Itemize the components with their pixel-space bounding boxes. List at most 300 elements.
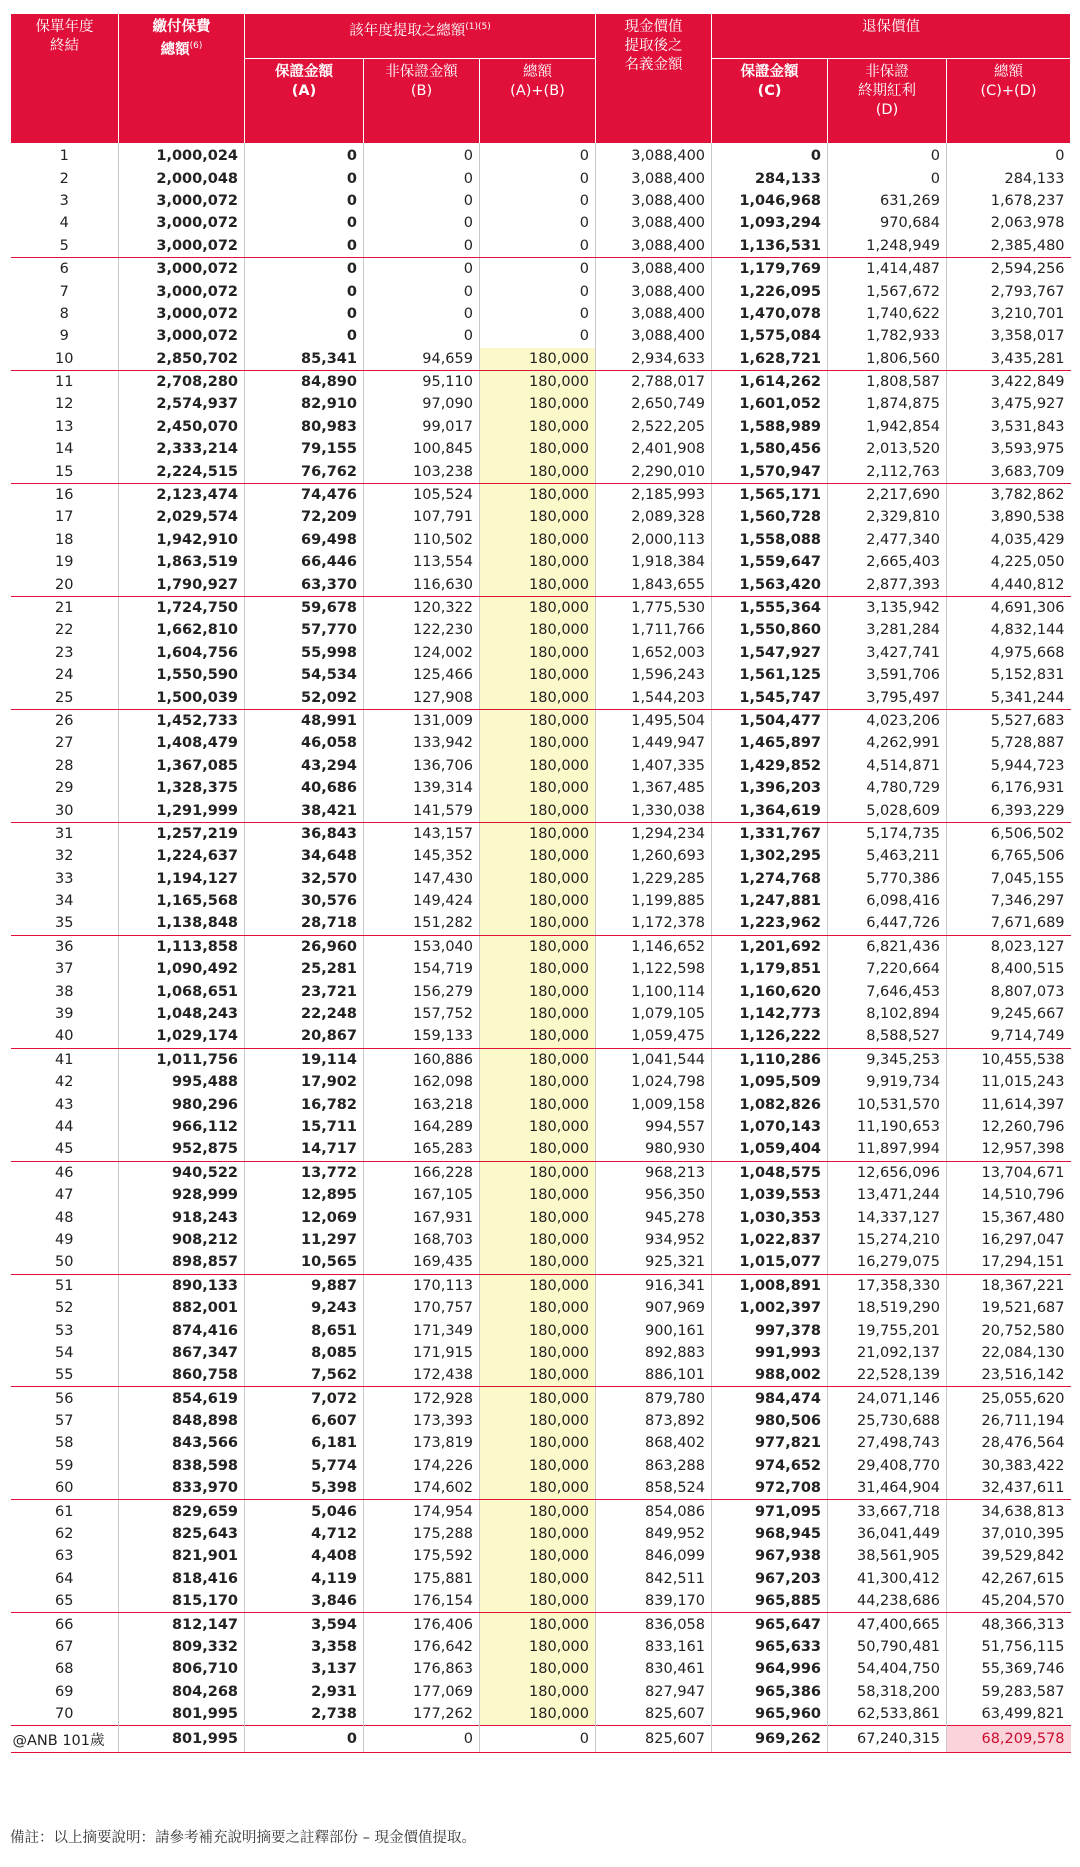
table-cell: 4,023,206 [828, 709, 947, 732]
table-cell: 16,782 [245, 1093, 364, 1115]
table-cell: 3,591,706 [828, 664, 947, 686]
table-cell: 84,890 [245, 370, 364, 393]
table-cell: 1,408,479 [119, 732, 245, 754]
table-cell: 46 [55, 1164, 74, 1181]
table-cell: 3,281,284 [828, 619, 947, 641]
table-cell: 174,226 [364, 1455, 480, 1477]
table-cell: 3,846 [245, 1590, 364, 1613]
table-cell: 2,788,017 [596, 370, 712, 393]
table-cell: 1,294,234 [596, 822, 712, 845]
table-cell: 14,717 [245, 1138, 364, 1161]
table-cell: 36,843 [245, 822, 364, 845]
table-row [11, 348, 1071, 371]
table-row [11, 483, 1071, 506]
table-cell: 19 [55, 554, 74, 571]
table-cell: 0 [245, 235, 364, 258]
table-row [11, 167, 1071, 189]
table-cell: 76,762 [245, 460, 364, 483]
table-cell: 1,560,728 [712, 506, 828, 528]
table-cell: 1,555,364 [712, 596, 828, 619]
table-cell: 968,945 [712, 1523, 828, 1545]
table-cell: 19,521,687 [947, 1297, 1071, 1319]
table-cell: 45,204,570 [947, 1590, 1071, 1613]
table-cell: 966,112 [119, 1116, 245, 1138]
table-cell: 180,000 [480, 1116, 596, 1138]
table-cell: 988,002 [712, 1364, 828, 1387]
table-cell: 47,400,665 [828, 1613, 947, 1636]
table-cell: 882,001 [119, 1297, 245, 1319]
table-cell: 66,446 [245, 551, 364, 573]
table-row [11, 1297, 1071, 1319]
table-cell: 1,302,295 [712, 845, 828, 867]
table-cell: 0 [364, 235, 480, 258]
table-cell: 1,059,404 [712, 1138, 828, 1161]
table-cell: 180,000 [480, 1477, 596, 1500]
table-row [11, 460, 1071, 483]
table-cell: 980,930 [596, 1138, 712, 1161]
table-cell: 2,650,749 [596, 393, 712, 415]
table-cell: 25,055,620 [947, 1387, 1071, 1410]
table-cell: 0 [712, 143, 828, 167]
table-cell: 95,110 [364, 370, 480, 393]
table-cell: 2,574,937 [119, 393, 245, 415]
table-cell: 173,393 [364, 1410, 480, 1432]
table-cell: 977,821 [712, 1432, 828, 1454]
table-cell: 854,086 [596, 1500, 712, 1523]
table-cell: 867,347 [119, 1342, 245, 1364]
table-cell: 25,730,688 [828, 1410, 947, 1432]
table-cell: 180,000 [480, 1025, 596, 1048]
header-guaranteed-c: 保證金額 (C) [712, 59, 828, 144]
table-cell: 1,580,456 [712, 438, 828, 460]
table-cell: 23,721 [245, 980, 364, 1002]
table-cell: 0 [364, 143, 480, 167]
table-row [11, 664, 1071, 686]
table-row [11, 1613, 1071, 1636]
table-cell: 29 [55, 780, 74, 797]
table-cell: 809,332 [119, 1636, 245, 1658]
table-cell: 169,435 [364, 1251, 480, 1274]
table-cell: 11,614,397 [947, 1093, 1071, 1115]
table-row [11, 868, 1071, 890]
table-row [11, 1568, 1071, 1590]
illustration-table-container [10, 14, 1070, 1753]
table-cell: 41 [55, 1051, 74, 1068]
table-cell: 4 [59, 215, 69, 232]
table-cell: 12,260,796 [947, 1116, 1071, 1138]
table-cell: 804,268 [119, 1681, 245, 1703]
table-cell: 1,465,897 [712, 732, 828, 754]
table-row [11, 686, 1071, 709]
table-cell: 180,000 [480, 912, 596, 935]
table-cell: 4,691,306 [947, 596, 1071, 619]
table-cell: 964,996 [712, 1658, 828, 1680]
table-cell: 7,346,297 [947, 890, 1071, 912]
table-cell: 1,046,968 [712, 190, 828, 212]
table-cell: 64 [55, 1570, 74, 1587]
table-cell: 1,596,243 [596, 664, 712, 686]
table-cell: 980,506 [712, 1410, 828, 1432]
table-body [11, 143, 1071, 1753]
table-cell: 5,152,831 [947, 664, 1071, 686]
table-cell: 4,262,991 [828, 732, 947, 754]
table-cell: 40,686 [245, 777, 364, 799]
table-cell: 175,881 [364, 1568, 480, 1590]
table-cell: 51,756,115 [947, 1636, 1071, 1658]
table-cell: 19,755,201 [828, 1319, 947, 1341]
table-cell: 8,651 [245, 1319, 364, 1341]
table-cell: 14,510,796 [947, 1184, 1071, 1206]
table-cell: 3,088,400 [596, 257, 712, 280]
table-cell: 6,176,931 [947, 777, 1071, 799]
table-cell: 1,093,294 [712, 212, 828, 234]
table-cell: 4,035,429 [947, 529, 1071, 551]
table-cell: 107,791 [364, 506, 480, 528]
table-cell: 980,296 [119, 1093, 245, 1115]
table-cell: 4,514,871 [828, 755, 947, 777]
table-row [11, 596, 1071, 619]
table-cell: 14 [55, 441, 74, 458]
table-cell: 116,630 [364, 573, 480, 596]
table-cell: 21 [55, 600, 74, 616]
table-cell: 180,000 [480, 348, 596, 371]
table-cell: 1,000,024 [119, 143, 245, 167]
table-cell: 82,910 [245, 393, 364, 415]
table-cell: 180,000 [480, 1613, 596, 1636]
table-cell: 3,683,709 [947, 460, 1071, 483]
table-cell: 31 [55, 825, 74, 842]
table-cell: 14,337,127 [828, 1206, 947, 1228]
table-cell: 1,561,125 [712, 664, 828, 686]
table-row [11, 935, 1071, 958]
table-cell: 1,274,768 [712, 868, 828, 890]
table-cell: 94,659 [364, 348, 480, 371]
table-cell: 12,895 [245, 1184, 364, 1206]
policy-illustration-table [10, 14, 1071, 1753]
table-cell: 3,088,400 [596, 143, 712, 167]
table-row [11, 1455, 1071, 1477]
table-cell: 1,601,052 [712, 393, 828, 415]
table-cell: 3,088,400 [596, 167, 712, 189]
table-cell: 12,069 [245, 1206, 364, 1228]
table-cell: 1,248,949 [828, 235, 947, 258]
table-cell: 898,857 [119, 1251, 245, 1274]
table-cell: 2,000,048 [119, 167, 245, 189]
table-cell: 1,142,773 [712, 1003, 828, 1025]
table-cell: 2,329,810 [828, 506, 947, 528]
table-cell: 52 [55, 1300, 74, 1317]
table-row [11, 303, 1071, 325]
table-cell: 162,098 [364, 1071, 480, 1093]
table-cell: 168,703 [364, 1229, 480, 1251]
table-row [11, 235, 1071, 258]
table-cell: 180,000 [480, 1342, 596, 1364]
table-cell: 1,614,262 [712, 370, 828, 393]
table-cell: 916,341 [596, 1274, 712, 1297]
table-row [11, 325, 1071, 347]
table-cell: 20,867 [245, 1025, 364, 1048]
table-cell: 2,793,767 [947, 280, 1071, 302]
table-cell: 26 [55, 712, 74, 729]
table-cell: 160,886 [364, 1048, 480, 1071]
table-cell: 945,278 [596, 1206, 712, 1228]
table-cell: 934,952 [596, 1229, 712, 1251]
table-cell: 827,947 [596, 1681, 712, 1703]
table-cell: 995,488 [119, 1071, 245, 1093]
table-cell: 171,915 [364, 1342, 480, 1364]
table-cell: 0 [480, 212, 596, 234]
table-cell: 6,506,502 [947, 822, 1071, 845]
table-cell: 172,438 [364, 1364, 480, 1387]
table-cell: 873,892 [596, 1410, 712, 1432]
table-cell: 2,029,574 [119, 506, 245, 528]
table-cell: 55 [11, 1364, 119, 1387]
table-cell: 1,100,114 [596, 980, 712, 1002]
table-cell: 2,013,520 [828, 438, 947, 460]
table-cell: 2,290,010 [596, 460, 712, 483]
table-cell: 1,247,881 [712, 890, 828, 912]
table-cell: 63,499,821 [947, 1703, 1071, 1726]
table-cell: 0 [480, 190, 596, 212]
table-cell: 26,960 [245, 935, 364, 958]
table-cell: 1,059,475 [596, 1025, 712, 1048]
table-cell: 1,414,487 [828, 257, 947, 280]
table-cell: 7,220,664 [828, 958, 947, 980]
table-cell: 1,024,798 [596, 1071, 712, 1093]
table-cell: 863,288 [596, 1455, 712, 1477]
table-cell: 38,421 [245, 799, 364, 822]
table-cell: 6,821,436 [828, 935, 947, 958]
table-cell: 994,557 [596, 1116, 712, 1138]
table-cell: 1,048,243 [119, 1003, 245, 1025]
table-row [11, 777, 1071, 799]
table-cell: 13,471,244 [828, 1184, 947, 1206]
table-row [11, 1432, 1071, 1454]
table-cell: 180,000 [480, 980, 596, 1002]
table-cell: 1,224,637 [119, 845, 245, 867]
table-cell: 35 [11, 912, 119, 935]
table-cell: 1,711,766 [596, 619, 712, 641]
table-cell: 180,000 [480, 1658, 596, 1680]
table-cell: 32,570 [245, 868, 364, 890]
table-cell: 1,126,222 [712, 1025, 828, 1048]
table-cell: 180,000 [480, 1003, 596, 1025]
table-cell: 1,775,530 [596, 596, 712, 619]
table-cell: 174,602 [364, 1477, 480, 1500]
table-row [11, 1003, 1071, 1025]
table-cell: 3,000,072 [119, 190, 245, 212]
table-cell: 860,758 [119, 1364, 245, 1387]
table-cell: 180,000 [480, 1206, 596, 1228]
table-cell: 1,223,962 [712, 912, 828, 935]
table-cell: 105,524 [364, 483, 480, 506]
table-cell: 868,402 [596, 1432, 712, 1454]
table-cell: 127,908 [364, 686, 480, 709]
table-cell: 3,427,741 [828, 642, 947, 664]
table-cell: 4,119 [245, 1568, 364, 1590]
table-cell: 57,770 [245, 619, 364, 641]
table-cell: 3,088,400 [596, 212, 712, 234]
table-cell: 180,000 [480, 573, 596, 596]
table-cell: 4,408 [245, 1545, 364, 1567]
table-cell: 1,367,085 [119, 755, 245, 777]
table-cell: 36,041,449 [828, 1523, 947, 1545]
table-cell: 70 [55, 1706, 74, 1723]
table-cell: 1,429,852 [712, 755, 828, 777]
table-cell: 2,401,908 [596, 438, 712, 460]
table-cell: 839,170 [596, 1590, 712, 1613]
table-cell: 3,135,942 [828, 596, 947, 619]
table-cell: 1,160,620 [712, 980, 828, 1002]
table-cell: 180,000 [480, 460, 596, 483]
table-cell: 180,000 [480, 868, 596, 890]
table-cell: 48,366,313 [947, 1613, 1071, 1636]
table-cell: 16,279,075 [828, 1251, 947, 1274]
table-cell: 1,030,353 [712, 1206, 828, 1228]
table-cell: 2,477,340 [828, 529, 947, 551]
table-cell: 1,918,384 [596, 551, 712, 573]
table-cell: 1,570,947 [712, 460, 828, 483]
table-cell: 3,593,975 [947, 438, 1071, 460]
table-cell: 5,774 [245, 1455, 364, 1477]
table-cell: 36 [55, 938, 74, 955]
table-cell: 2,000,113 [596, 529, 712, 551]
table-cell: 180,000 [480, 1523, 596, 1545]
table-cell: 965,885 [712, 1590, 828, 1613]
footnote: 備註：以上摘要說明：請參考補充說明摘要之註釋部份 – 現金價值提取。 [10, 1830, 476, 1846]
table-row [11, 1636, 1071, 1658]
table-cell: 180,000 [480, 1432, 596, 1454]
table-cell: 46,058 [245, 732, 364, 754]
table-cell: 928,999 [119, 1184, 245, 1206]
table-cell: 886,101 [596, 1364, 712, 1387]
table-cell: 0 [364, 1726, 480, 1753]
table-header [11, 14, 1071, 143]
table-row [11, 416, 1071, 438]
table-cell: 3,088,400 [596, 325, 712, 347]
table-cell: 151,282 [364, 912, 480, 935]
table-row [11, 1319, 1071, 1341]
table-cell: 7,671,689 [947, 912, 1071, 935]
table-cell: 165,283 [364, 1138, 480, 1161]
table-cell: 1,110,286 [712, 1048, 828, 1071]
table-cell: 17,902 [245, 1071, 364, 1093]
table-cell: 27,498,743 [828, 1432, 947, 1454]
table-cell: 17,294,151 [947, 1251, 1071, 1274]
table-cell: 10 [11, 348, 119, 371]
table-cell: 125,466 [364, 664, 480, 686]
table-cell: 9,243 [245, 1297, 364, 1319]
table-cell: 0 [364, 257, 480, 280]
table-cell: 3,795,497 [828, 686, 947, 709]
table-cell: 843,566 [119, 1432, 245, 1454]
table-cell: 2,217,690 [828, 483, 947, 506]
table-cell: 0 [364, 303, 480, 325]
header-guaranteed-a: 保證金額 (A) [245, 59, 364, 144]
table-cell: 0 [364, 212, 480, 234]
table-cell: 0 [480, 257, 596, 280]
table-row [11, 1138, 1071, 1161]
table-cell: 67,240,315 [828, 1726, 947, 1753]
table-row [11, 1071, 1071, 1093]
table-cell: 815,170 [119, 1590, 245, 1613]
table-cell: 1,068,651 [119, 980, 245, 1002]
table-cell: 1,500,039 [119, 686, 245, 709]
table-cell: 31,464,904 [828, 1477, 947, 1500]
table-cell: 918,243 [119, 1206, 245, 1228]
table-cell: 3,358,017 [947, 325, 1071, 347]
table-cell: 825,607 [596, 1726, 712, 1753]
table-row [11, 1251, 1071, 1274]
table-cell: 37 [55, 961, 74, 978]
table-cell: 17,358,330 [828, 1274, 947, 1297]
table-cell: 5,341,244 [947, 686, 1071, 709]
table-cell: 54 [55, 1344, 74, 1361]
table-cell: 965,386 [712, 1681, 828, 1703]
table-cell: 0 [480, 167, 596, 189]
table-cell: 7,072 [245, 1387, 364, 1410]
table-cell: 1,863,519 [119, 551, 245, 573]
table-cell: 925,321 [596, 1251, 712, 1274]
table-cell: 1,331,767 [712, 822, 828, 845]
table-cell: 48 [55, 1209, 74, 1226]
table-cell: 631,269 [828, 190, 947, 212]
table-cell: 4,832,144 [947, 619, 1071, 641]
table-cell: 180,000 [480, 1703, 596, 1726]
table-cell: 3,890,538 [947, 506, 1071, 528]
table-cell: 62 [55, 1526, 74, 1543]
table-cell: 42 [55, 1074, 74, 1091]
table-cell: 180,000 [480, 483, 596, 506]
table-cell: 180,000 [480, 1387, 596, 1410]
table-cell: 19,114 [245, 1048, 364, 1071]
table-cell: 8,023,127 [947, 935, 1071, 958]
table-cell: 1,090,492 [119, 958, 245, 980]
table-cell: 1,146,652 [596, 935, 712, 958]
table-cell: 1,567,672 [828, 280, 947, 302]
table-cell: 100,845 [364, 438, 480, 460]
table-cell: 180,000 [480, 1161, 596, 1184]
table-cell: 806,710 [119, 1658, 245, 1680]
table-cell: 180,000 [480, 1251, 596, 1274]
table-row [11, 845, 1071, 867]
table-cell: 97,090 [364, 393, 480, 415]
table-cell: 5,028,609 [828, 799, 947, 822]
table-cell: 180,000 [480, 1184, 596, 1206]
table-cell: 3,435,281 [947, 348, 1071, 371]
table-cell: 58 [55, 1435, 74, 1452]
table-cell: 1,942,854 [828, 416, 947, 438]
table-cell: 1,470,078 [712, 303, 828, 325]
table-cell: 3,594 [245, 1613, 364, 1636]
table-cell: 0 [245, 190, 364, 212]
table-row [11, 822, 1071, 845]
table-cell: 1,495,504 [596, 709, 712, 732]
table-cell: 122,230 [364, 619, 480, 641]
table-row [11, 257, 1071, 280]
table-cell: 1,122,598 [596, 958, 712, 980]
table-cell: 62,533,861 [828, 1703, 947, 1726]
table-cell: 1,172,378 [596, 912, 712, 935]
table-row [11, 958, 1071, 980]
table-cell: 846,099 [596, 1545, 712, 1567]
table-cell: 1,257,219 [119, 822, 245, 845]
table-cell: 11,297 [245, 1229, 364, 1251]
table-cell: 836,058 [596, 1613, 712, 1636]
table-cell: 171,349 [364, 1319, 480, 1341]
table-cell: 180,000 [480, 1500, 596, 1523]
table-cell: 1,558,088 [712, 529, 828, 551]
